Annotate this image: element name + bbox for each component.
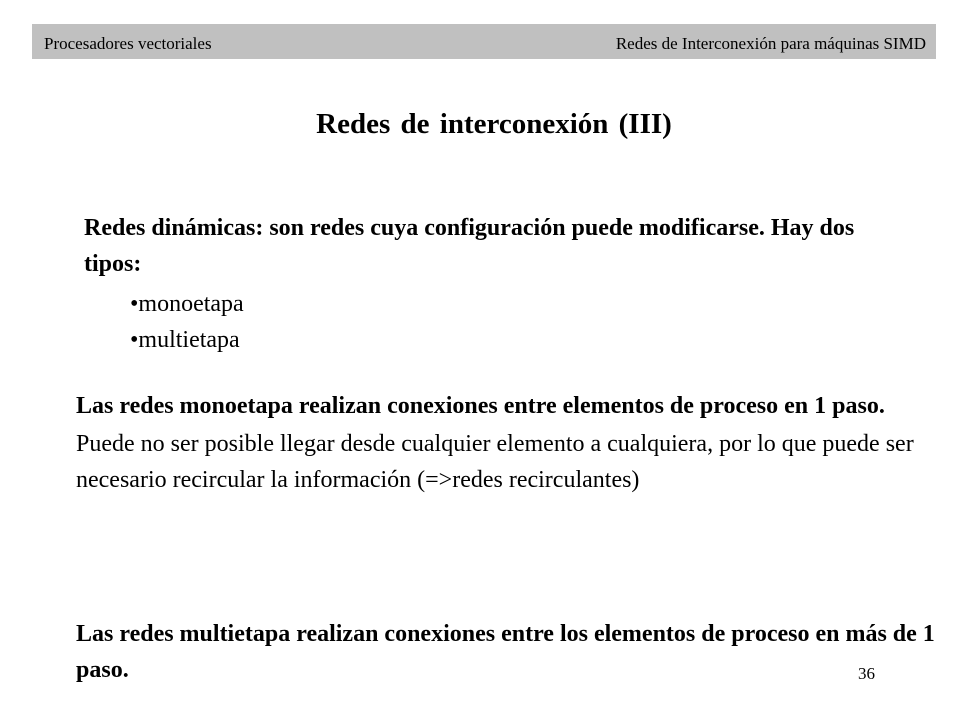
multietapa-definition: Las redes multietapa realizan conexiones entre los elementos de proceso en más de 1 paso. <box>76 621 935 683</box>
slide-header-bar <box>32 24 936 59</box>
intro-paragraph: Redes dinámicas: son redes cuya configuración puede modificarse. Hay dos tipos: <box>84 215 855 277</box>
bullet-item-multietapa: • multietapa <box>130 322 244 358</box>
monoetapa-note: Puede no ser posible llegar desde cualquier elemento a cualquiera, por lo que puede ser necesario recircular la información (=>redes recirculantes) <box>76 431 914 493</box>
header-left-text: Procesadores vectoriales <box>44 34 212 53</box>
bullet-item-monoetapa: • monoetapa <box>130 286 244 322</box>
network-types-list <box>130 286 244 358</box>
monoetapa-section <box>76 388 936 498</box>
page-number: 36 <box>858 664 875 683</box>
slide-title: Redes de interconexión (III) <box>316 108 672 140</box>
monoetapa-definition: Las redes monoetapa realizan conexiones entre elementos de proceso en 1 paso. <box>76 393 885 419</box>
header-right-text: Redes de Interconexión para máquinas SIMD <box>615 34 926 53</box>
